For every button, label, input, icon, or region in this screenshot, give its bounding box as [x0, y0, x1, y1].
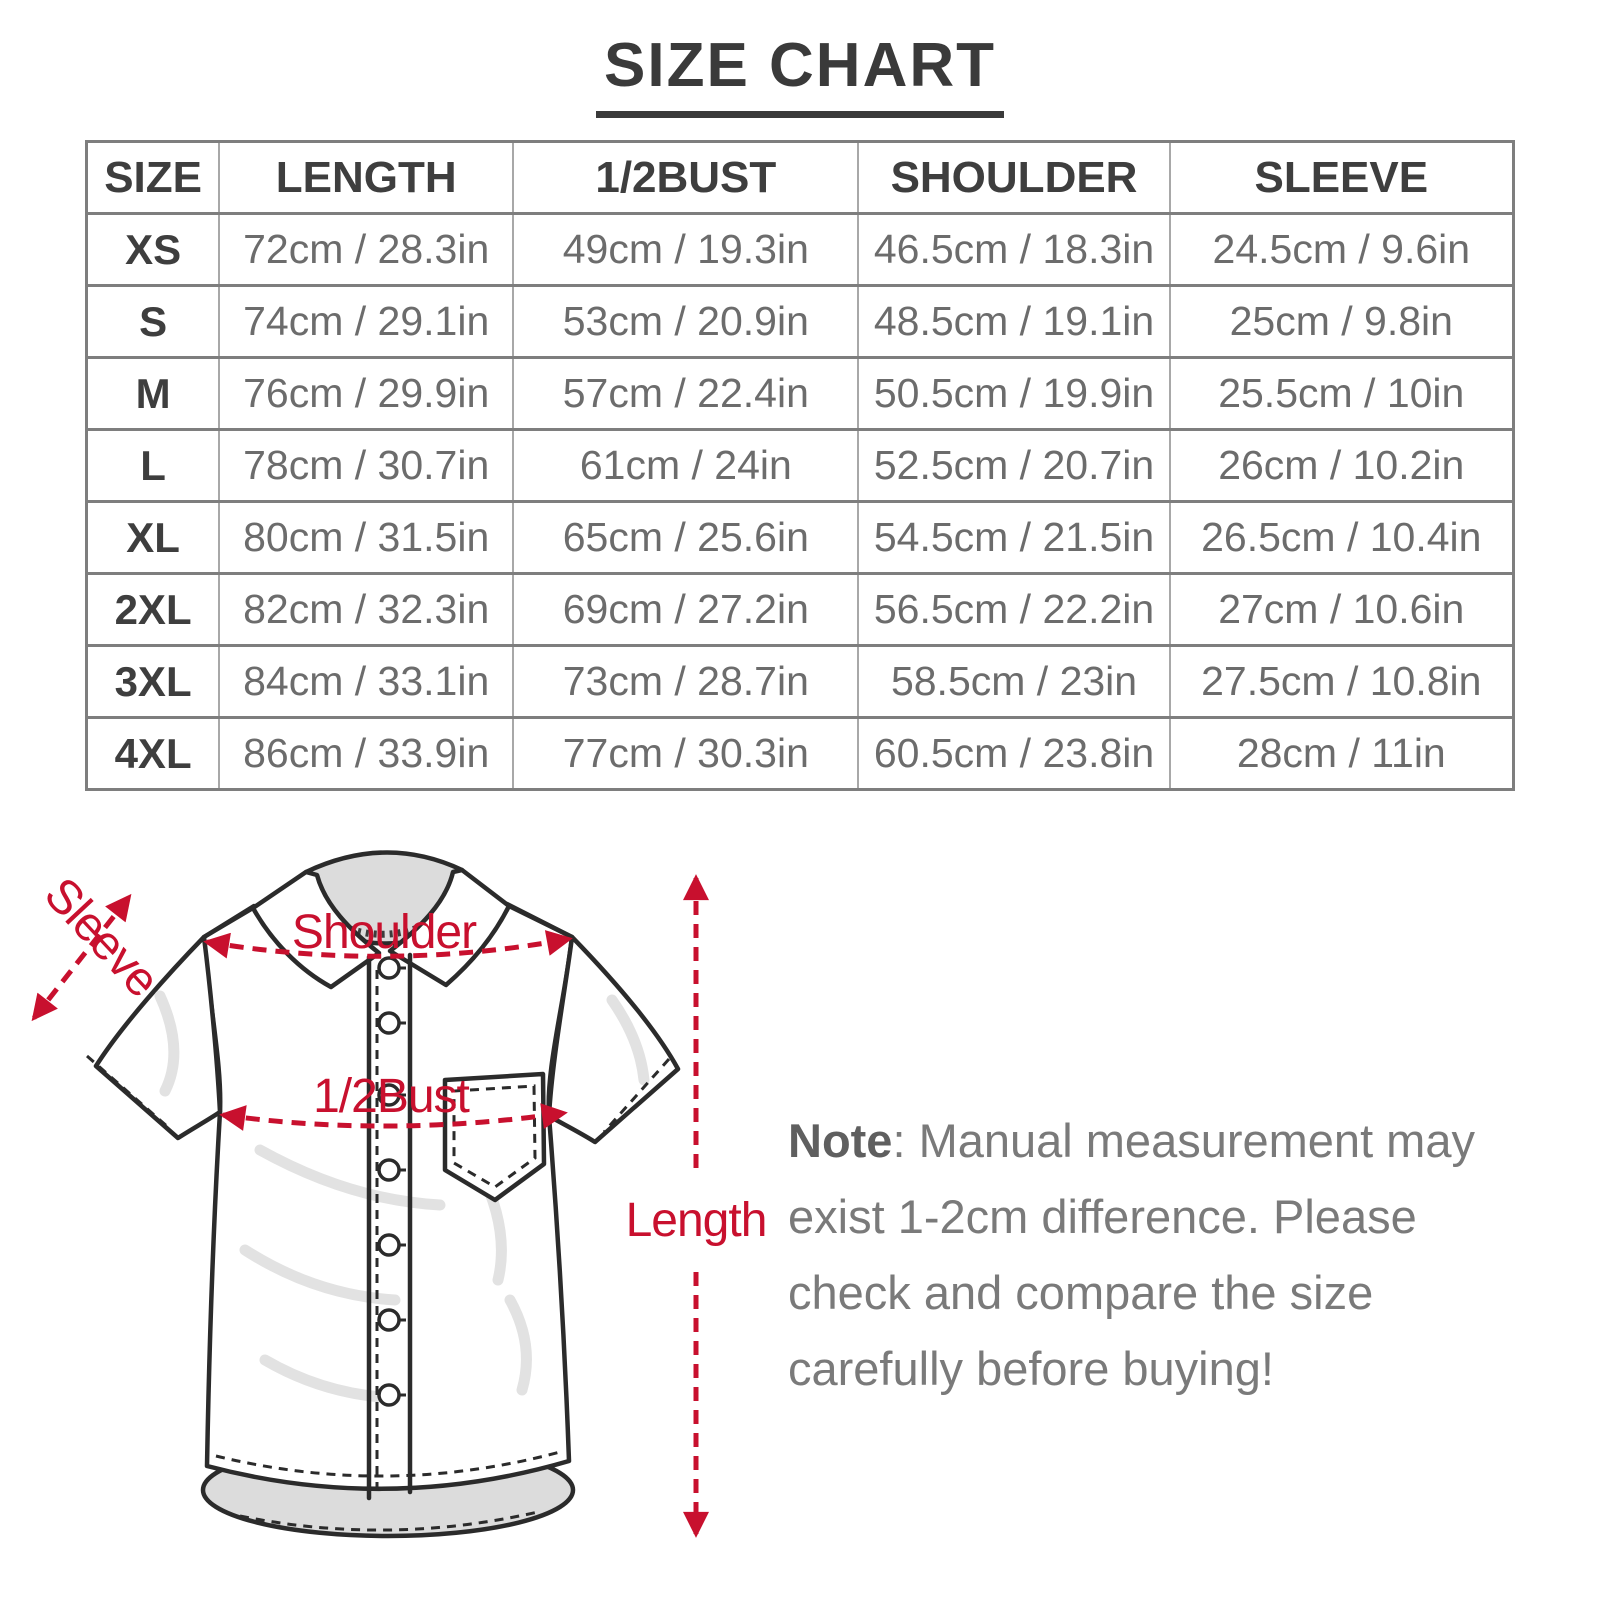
table-row: [87, 286, 1514, 358]
shoulder-cell: 56.5cm / 22.2in: [858, 574, 1169, 646]
shirt-diagram-svg: [10, 820, 770, 1600]
bust-cell: 65cm / 25.6in: [513, 502, 858, 574]
size-cell: XL: [87, 502, 220, 574]
half-bust-label: 1/2Bust: [313, 1070, 469, 1123]
page-title-wrap: [0, 30, 1600, 118]
page-title: SIZE CHART: [596, 30, 1004, 118]
size-cell: 3XL: [87, 646, 220, 718]
table-row: [87, 358, 1514, 430]
shoulder-cell: 52.5cm / 20.7in: [858, 430, 1169, 502]
length-cell: 82cm / 32.3in: [219, 574, 513, 646]
size-chart-table: [85, 140, 1515, 791]
note-label: Note: [788, 1114, 893, 1167]
bust-cell: 49cm / 19.3in: [513, 214, 858, 286]
length-label: Length: [625, 1194, 767, 1247]
length-cell: 72cm / 28.3in: [219, 214, 513, 286]
shirt-measurement-diagram: [10, 820, 770, 1600]
length-cell: 84cm / 33.1in: [219, 646, 513, 718]
bust-cell: 53cm / 20.9in: [513, 286, 858, 358]
shoulder-cell: 48.5cm / 19.1in: [858, 286, 1169, 358]
col-header-bust: 1/2BUST: [513, 142, 858, 214]
note-text: : Manual measurement may exist 1-2cm difference. Please check and compare the size carefully before buying!: [788, 1114, 1475, 1396]
shoulder-label: Shoulder: [291, 906, 477, 959]
table-row: [87, 430, 1514, 502]
size-cell: L: [87, 430, 220, 502]
shoulder-cell: 58.5cm / 23in: [858, 646, 1169, 718]
shoulder-cell: 46.5cm / 18.3in: [858, 214, 1169, 286]
size-cell: S: [87, 286, 220, 358]
table-row: [87, 718, 1514, 790]
col-header-sleeve: SLEEVE: [1170, 142, 1514, 214]
col-header-length: LENGTH: [219, 142, 513, 214]
bust-cell: 57cm / 22.4in: [513, 358, 858, 430]
shoulder-cell: 50.5cm / 19.9in: [858, 358, 1169, 430]
length-cell: 74cm / 29.1in: [219, 286, 513, 358]
table-row: [87, 214, 1514, 286]
shoulder-cell: 60.5cm / 23.8in: [858, 718, 1169, 790]
bust-cell: 77cm / 30.3in: [513, 718, 858, 790]
sleeve-cell: 27.5cm / 10.8in: [1170, 646, 1514, 718]
sleeve-cell: 24.5cm / 9.6in: [1170, 214, 1514, 286]
size-cell: M: [87, 358, 220, 430]
bust-cell: 61cm / 24in: [513, 430, 858, 502]
sleeve-cell: 26cm / 10.2in: [1170, 430, 1514, 502]
table-row: [87, 502, 1514, 574]
col-header-shoulder: SHOULDER: [858, 142, 1169, 214]
length-cell: 76cm / 29.9in: [219, 358, 513, 430]
table-row: [87, 574, 1514, 646]
sleeve-cell: 26.5cm / 10.4in: [1170, 502, 1514, 574]
size-cell: 4XL: [87, 718, 220, 790]
table-header-row: [87, 142, 1514, 214]
shoulder-cell: 54.5cm / 21.5in: [858, 502, 1169, 574]
measurement-note: [788, 1103, 1504, 1408]
sleeve-cell: 25.5cm / 10in: [1170, 358, 1514, 430]
bust-cell: 73cm / 28.7in: [513, 646, 858, 718]
shirt-right-sleeve: [549, 937, 678, 1142]
table-row: [87, 646, 1514, 718]
size-cell: XS: [87, 214, 220, 286]
size-cell: 2XL: [87, 574, 220, 646]
sleeve-cell: 25cm / 9.8in: [1170, 286, 1514, 358]
length-cell: 80cm / 31.5in: [219, 502, 513, 574]
length-cell: 78cm / 30.7in: [219, 430, 513, 502]
sleeve-cell: 28cm / 11in: [1170, 718, 1514, 790]
col-header-size: SIZE: [87, 142, 220, 214]
length-cell: 86cm / 33.9in: [219, 718, 513, 790]
sleeve-cell: 27cm / 10.6in: [1170, 574, 1514, 646]
sleeve-label: Sleeve: [33, 867, 169, 1007]
bust-cell: 69cm / 27.2in: [513, 574, 858, 646]
